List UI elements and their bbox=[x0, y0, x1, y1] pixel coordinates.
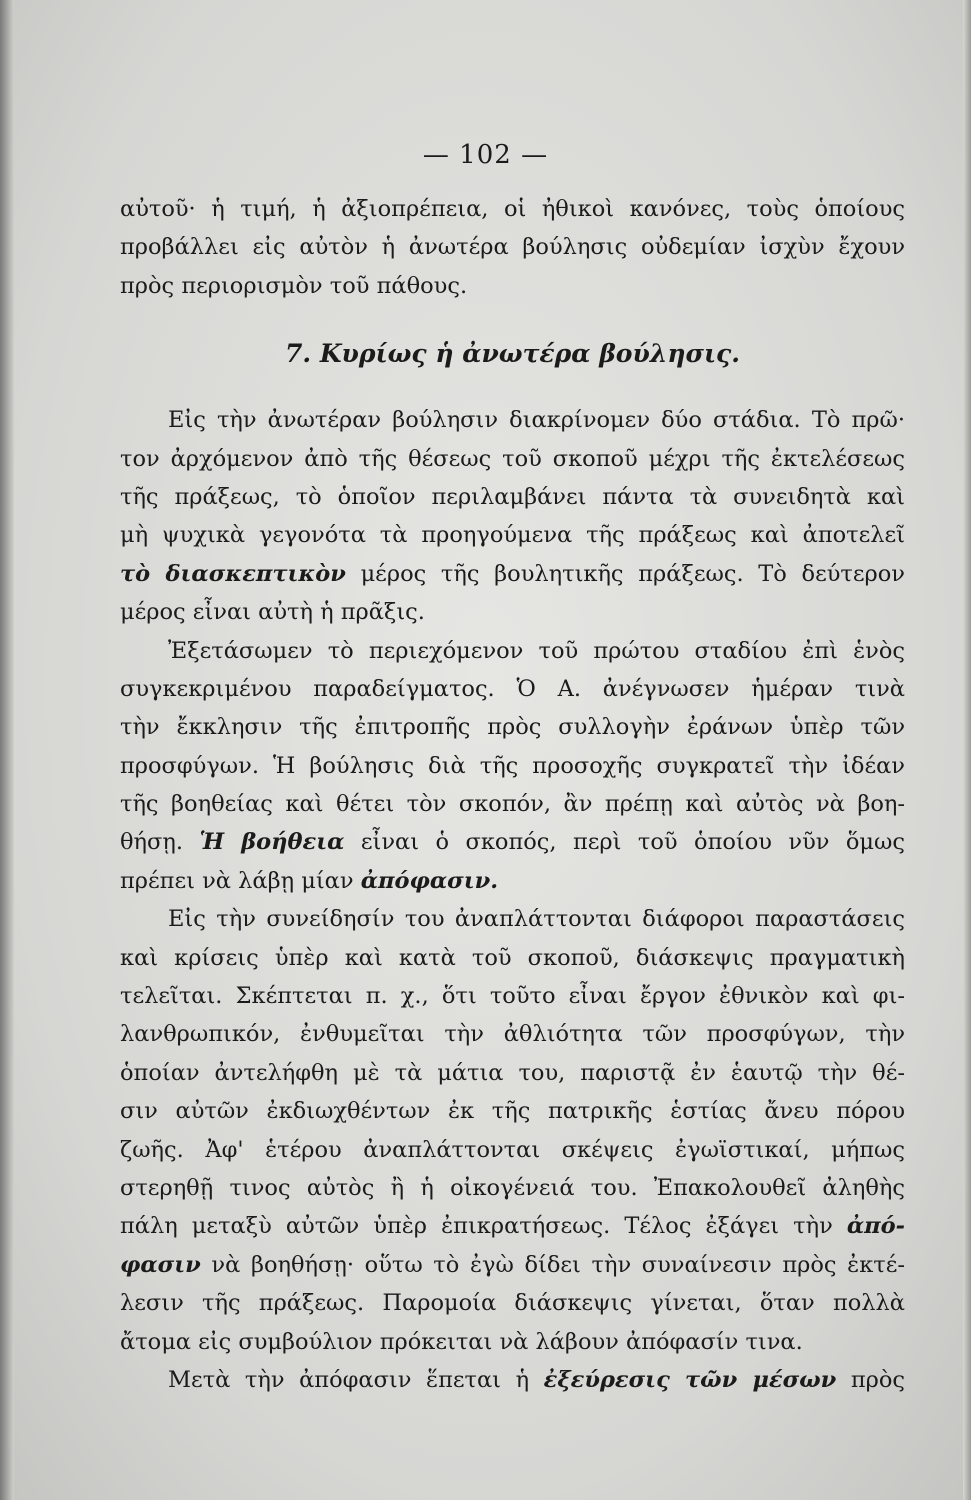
text-line: στερηθῇ τινος αὐτὸς ἢ ἡ οἰκογένειά του. Ἐπακολουθεῖ ἀληθὴς bbox=[120, 1174, 905, 1201]
text-line: προσφύγων. Ἡ βούλησις διὰ τῆς προσοχῆς συγκρατεῖ τὴν ἰδέαν bbox=[120, 752, 905, 779]
text-span: μέρος τῆς βουλητικῆς πράξεως. Τὸ δεύτερον bbox=[360, 560, 905, 587]
paragraph-3 bbox=[120, 900, 905, 1361]
text-line bbox=[120, 1246, 905, 1284]
emphasis-text: Ἡ βοήθεια bbox=[199, 829, 345, 856]
emphasis-text: ἀπό- bbox=[846, 1213, 905, 1240]
paragraph-1 bbox=[120, 401, 905, 631]
page-shadow-right bbox=[963, 0, 971, 1500]
text-line bbox=[120, 1361, 905, 1399]
text-span: θήσῃ. bbox=[120, 829, 184, 856]
text-line: μὴ ψυχικὰ γεγονότα τὰ προηγούμενα τῆς πράξεως καὶ ἀποτελεῖ bbox=[120, 522, 905, 549]
text-span: Μετὰ τὴν ἀπόφασιν ἕπεται ἡ bbox=[168, 1366, 530, 1393]
text-line: Εἰς τὴν συνείδησίν του ἀναπλάττονται διάφοροι παραστάσεις bbox=[168, 906, 905, 933]
text-line: λεσιν τῆς πράξεως. Παρομοία διάσκεψις γίνεται, ὅταν πολλὰ bbox=[120, 1290, 905, 1317]
emphasis-text: ἀπόφασιν. bbox=[360, 867, 499, 894]
text-line: σιν αὐτῶν ἐκδιωχθέντων ἐκ τῆς πατρικῆς ἑστίας ἄνευ πόρου bbox=[120, 1098, 905, 1125]
text-line: τῆς πράξεως, τὸ ὁποῖον περιλαμβάνει πάντα τὰ συνειδητὰ καὶ bbox=[120, 483, 905, 510]
text-line: ἄτομα εἰς συμβούλιον πρόκειται νὰ λάβουν ἀπόφασίν τινα. bbox=[120, 1328, 803, 1355]
text-line: Ἐξετάσωμεν τὸ περιεχόμενον τοῦ πρώτου σταδίου ἐπὶ ἑνὸς bbox=[168, 637, 905, 664]
emphasis-text: ἐξεύρεσις τῶν μέσων bbox=[543, 1366, 837, 1393]
paragraph-2 bbox=[120, 632, 905, 901]
text-span: νὰ βοηθήσῃ· οὕτω τὸ ἐγὼ δίδει τὴν συναίνεσιν πρὸς ἐκτέ- bbox=[211, 1251, 905, 1278]
text-line bbox=[120, 1207, 905, 1245]
text-line bbox=[120, 555, 905, 593]
text-line: πρὸς περιορισμὸν τοῦ πάθους. bbox=[120, 272, 468, 299]
text-span: πάλη μεταξὺ αὐτῶν ὑπὲρ ἐπικρατήσεως. Τέλος ἐξάγει τὴν bbox=[120, 1213, 833, 1240]
section-heading: 7. Κυρίως ἡ ἀνωτέρα βούλησις. bbox=[285, 339, 740, 369]
text-line: τὴν ἔκκλησιν τῆς ἐπιτροπῆς πρὸς συλλογὴν ἐράνων ὑπὲρ τῶν bbox=[120, 714, 905, 741]
text-line: αὐτοῦ· ἡ τιμή, ἡ ἀξιοπρέπεια, οἱ ἠθικοὶ κανόνες, τοὺς ὁποίους bbox=[120, 196, 905, 222]
text-span: πρὸς bbox=[850, 1366, 906, 1393]
text-line: ὁποίαν ἀντελήφθη μὲ τὰ μάτια του, παριστᾷ ἐν ἑαυτῷ τὴν θέ- bbox=[120, 1059, 905, 1086]
text-line: ζωῆς. Ἀφ' ἑτέρου ἀναπλάττονται σκέψεις ἐγωϊστικαί, μήπως bbox=[120, 1136, 905, 1163]
body-text bbox=[120, 190, 905, 1399]
text-line: Εἰς τὴν ἀνωτέραν βούλησιν διακρίνομεν δύο στάδια. Τὸ πρῶ· bbox=[168, 407, 905, 434]
emphasis-text: τὸ διασκεπτικὸν bbox=[120, 560, 346, 587]
emphasis-text: φασιν bbox=[120, 1251, 201, 1278]
text-line: μέρος εἶναι αὐτὴ ἡ πρᾶξις. bbox=[120, 599, 425, 626]
text-line: καὶ κρίσεις ὑπὲρ καὶ κατὰ τοῦ σκοποῦ, διάσκεψις πραγματικὴ bbox=[120, 944, 905, 971]
text-line: συγκεκριμένου παραδείγματος. Ὁ Α. ἀνέγνωσεν ἡμέραν τινὰ bbox=[120, 675, 905, 702]
page-number: — 102 — bbox=[422, 140, 549, 170]
paragraph-4 bbox=[120, 1361, 905, 1399]
text-span: εἶναι ὁ σκοπός, περὶ τοῦ ὁποίου νῦν ὅμως bbox=[360, 829, 906, 856]
text-line: τῆς βοηθείας καὶ θέτει τὸν σκοπόν, ἂν πρέπῃ καὶ αὐτὸς νὰ βοη- bbox=[120, 791, 905, 818]
text-line bbox=[120, 823, 905, 861]
text-line: λανθρωπικόν, ἐνθυμεῖται τὴν ἀθλιότητα τῶν προσφύγων, τὴν bbox=[120, 1021, 905, 1048]
text-line: προβάλλει εἰς αὐτὸν ἡ ἀνωτέρα βούλησις οὐδεμίαν ἰσχὺν ἔχουν bbox=[120, 234, 905, 261]
page-shadow-left bbox=[0, 0, 14, 1500]
text-line: τον ἀρχόμενον ἀπὸ τῆς θέσεως τοῦ σκοποῦ μέχρι τῆς ἐκτελέσεως bbox=[120, 445, 905, 472]
text-span: πρέπει νὰ λάβῃ μίαν bbox=[120, 867, 354, 894]
text-line: τελεῖται. Σκέπτεται π. χ., ὅτι τοῦτο εἶναι ἔργον ἐθνικὸν καὶ φι- bbox=[120, 983, 905, 1010]
text-line bbox=[120, 862, 905, 900]
